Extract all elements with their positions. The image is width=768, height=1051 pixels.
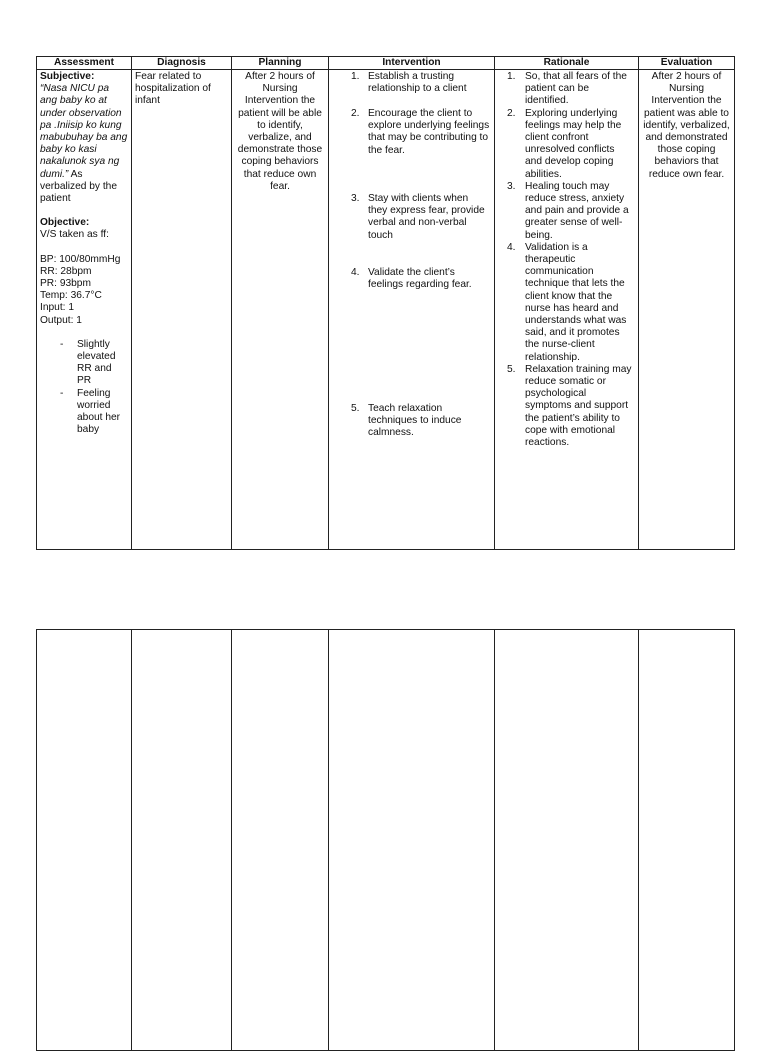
quote-suffix: As verbalized by the patient — [40, 168, 118, 205]
vital-bp: BP: 100/80mmHg — [40, 253, 121, 265]
care-plan-table — [36, 56, 735, 550]
empty-cell — [132, 630, 232, 1051]
vital-pr: PR: 93bpm — [40, 278, 91, 290]
assessment-cell — [37, 70, 132, 550]
header-row — [37, 57, 735, 70]
evaluation-cell — [639, 70, 735, 550]
diagnosis-text: Fear related to hospitalization of infant — [135, 71, 211, 107]
vital-temp: Temp: 36.7°C — [40, 290, 102, 302]
rationale-cell — [495, 70, 639, 550]
subjective-statement — [40, 83, 128, 205]
header-assessment: Assessment — [37, 57, 132, 70]
empty-cell — [639, 630, 735, 1051]
rationale-item: 4. Validation is a therapeutic communication technique that lets the client know that the nurse has heard and understands what was said, and it promotes the nurse-client relationship. — [507, 241, 627, 363]
evaluation-text: After 2 hours of Nursing Intervention the patient was able to identify, verbalized, and demonstrated those coping behaviors that reduce own fear. — [643, 71, 730, 180]
empty-cell — [232, 630, 329, 1051]
rationale-item: 3. Healing touch may reduce stress, anxiety and pain and provide a greater sense of well-being. — [507, 180, 629, 241]
intervention-item: 3. Stay with clients when they express fear, provide verbal and non-verbal touch — [351, 193, 485, 241]
header-intervention: Intervention — [329, 57, 495, 70]
intervention-item: 5. Teach relaxation techniques to induce calmness. — [351, 403, 462, 439]
subjective-label: Subjective: — [40, 71, 95, 82]
rationale-item: 5. Relaxation training may reduce somatic or psychological symptoms and support the patient’s ability to cope with emotional reactions. — [507, 363, 632, 449]
finding-item: - Feeling worried about her baby — [40, 388, 128, 437]
intervention-list — [329, 70, 494, 440]
intervention-item: 2. Encourage the client to explore underlying feelings that may be contributing to the fear. — [351, 108, 490, 156]
intervention-item: 1. Establish a trusting relationship to a client — [351, 71, 467, 95]
empty-care-plan-table — [36, 629, 735, 1051]
rationale-item: 1. So, that all fears of the patient can be identified. — [507, 71, 627, 107]
planning-text: After 2 hours of Nursing Intervention the patient will be able to identify, verbalize, and demonstrate those coping behaviors that reduce own fear. — [237, 71, 323, 192]
vital-input: Input: 1 — [40, 302, 74, 314]
header-evaluation: Evaluation — [639, 57, 735, 70]
rationale-list — [495, 70, 638, 449]
objective-label: Objective: — [40, 217, 90, 229]
header-diagnosis: Diagnosis — [132, 57, 232, 70]
vital-rr: RR: 28bpm — [40, 265, 92, 277]
diagnosis-cell — [132, 70, 232, 550]
findings-list — [40, 339, 128, 437]
intervention-cell — [329, 70, 495, 550]
header-rationale: Rationale — [495, 57, 639, 70]
rationale-item: 2. Exploring underlying feelings may help the client confront unresolved conflicts and develop coping abilities. — [507, 107, 622, 180]
vital-output: Output: 1 — [40, 314, 82, 326]
empty-cell — [329, 630, 495, 1051]
finding-item: - Slightly elevated RR and PR — [40, 339, 128, 388]
patient-quote: “Nasa NICU pa ang baby ko at under observation pa .Iniisip ko kung mabubuhay ba ang baby ko kasi nakalunok sya ng dumi.” — [40, 83, 128, 180]
header-planning: Planning — [232, 57, 329, 70]
vs-intro: V/S taken as ff: — [40, 229, 109, 241]
intervention-item: 4. Validate the client’s feelings regarding fear. — [351, 267, 472, 291]
planning-cell — [232, 70, 329, 550]
empty-cell — [495, 630, 639, 1051]
empty-row — [37, 630, 735, 1051]
content-row — [37, 70, 735, 550]
empty-cell — [37, 630, 132, 1051]
